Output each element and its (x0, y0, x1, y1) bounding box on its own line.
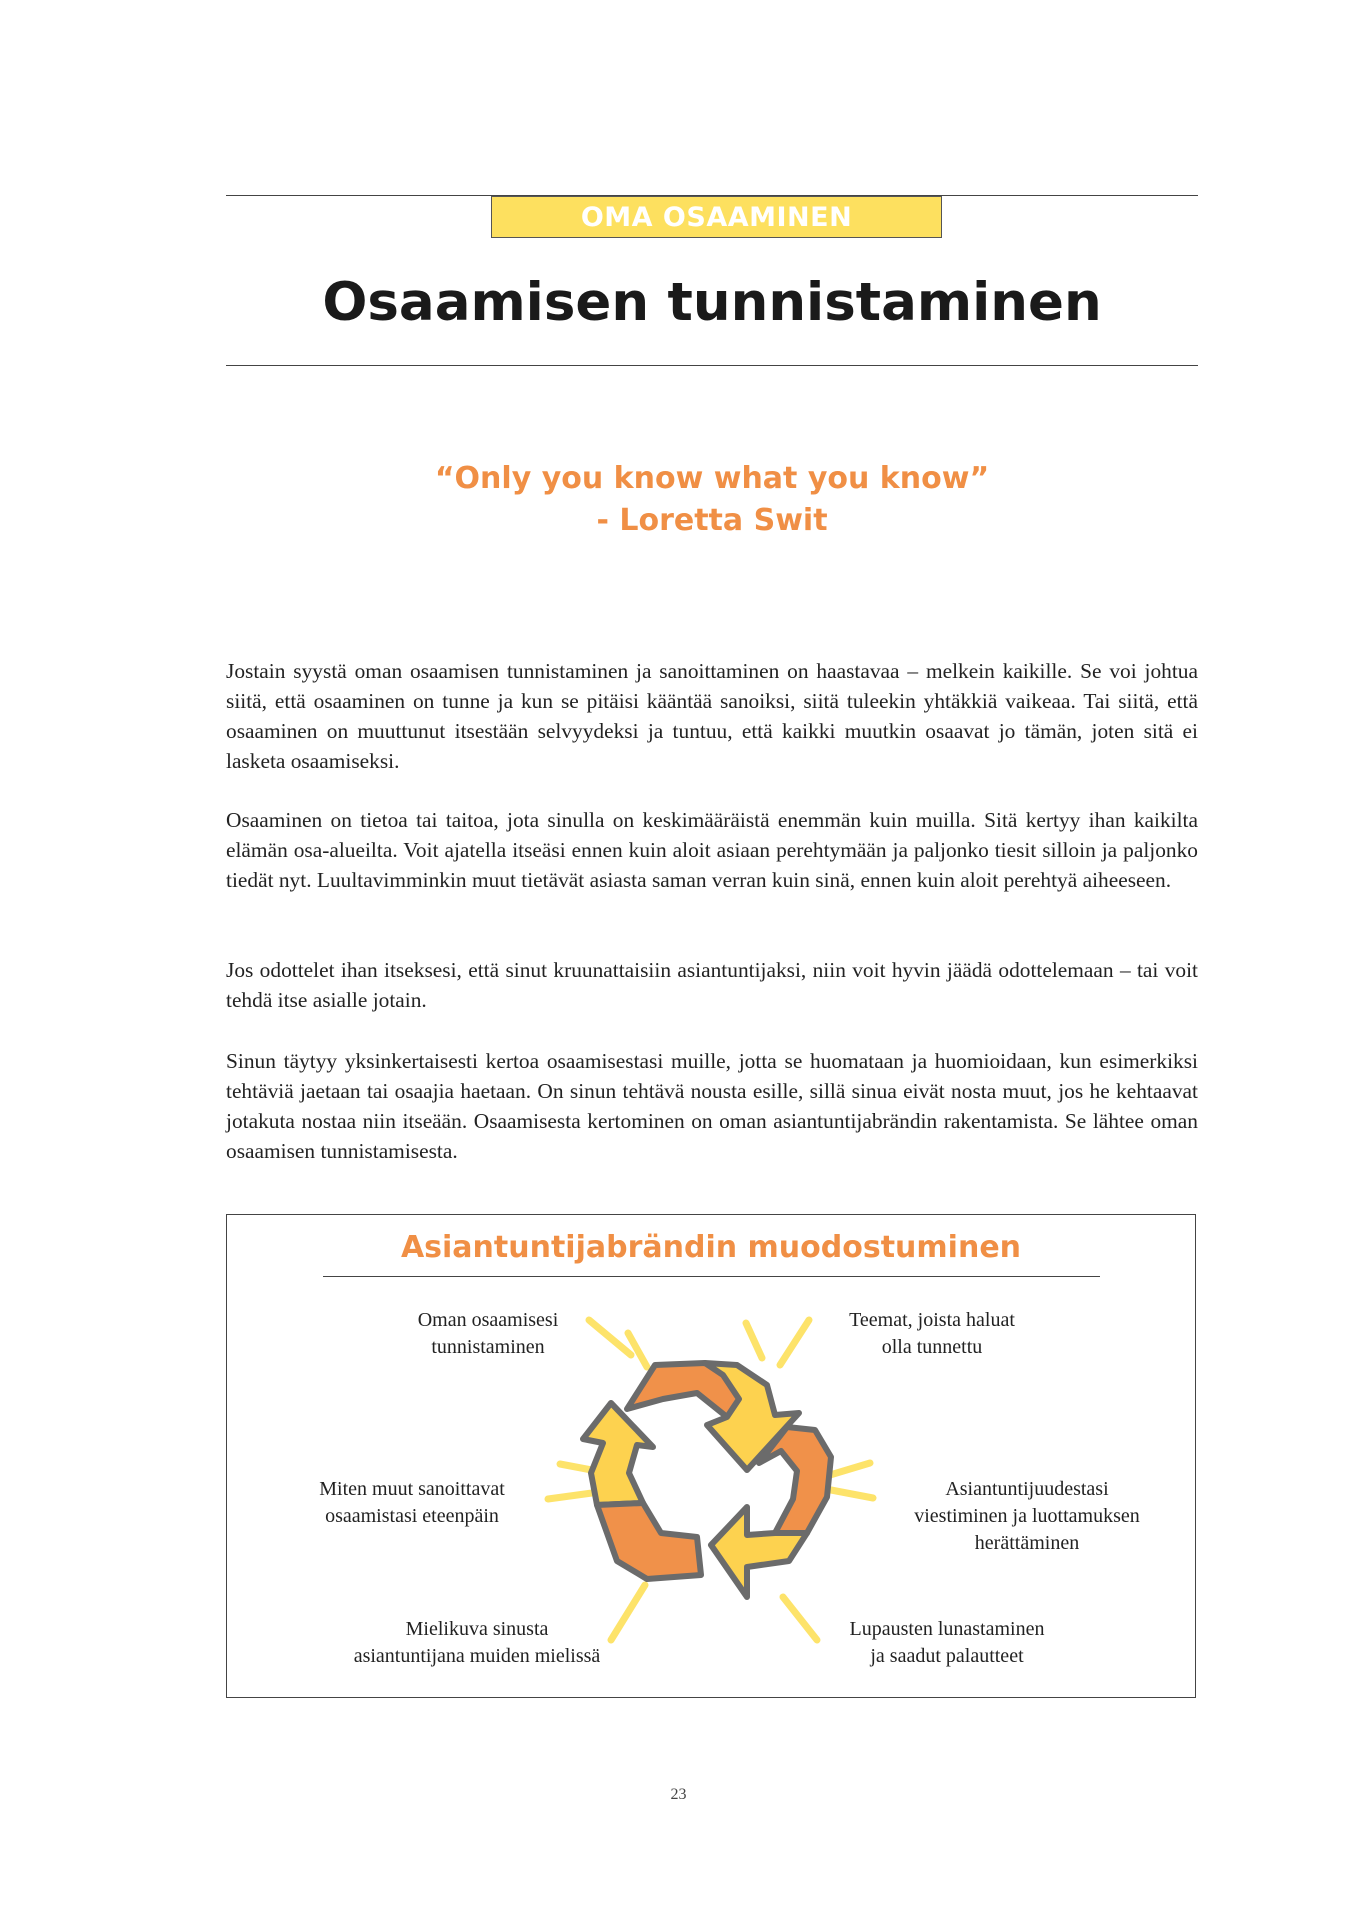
cycle-arrows (583, 1363, 831, 1597)
label-mid-left (287, 1476, 537, 1530)
arrow-left-yellow (583, 1403, 653, 1505)
page-title: Osaamisen tunnistaminen (322, 272, 1102, 333)
ray (589, 1320, 631, 1355)
label-line: ja saadut palautteet (870, 1645, 1024, 1667)
label-line: Oman osaamisesi (417, 1309, 559, 1331)
label-line: Mielikuva sinusta (405, 1618, 549, 1640)
section-tag: OMA OSAAMINEN (491, 196, 942, 238)
label-top-right (807, 1307, 1057, 1361)
ray (831, 1490, 873, 1498)
label-mid-right (887, 1476, 1167, 1557)
label-top-left (393, 1307, 583, 1361)
diagram-box (226, 1214, 1196, 1698)
label-line: viestiminen ja luottamuksen (914, 1505, 1140, 1527)
label-line: osaamistasi eteenpäin (325, 1505, 499, 1527)
label-line: tunnistaminen (431, 1336, 545, 1358)
label-line: asiantuntijana muiden mielissä (353, 1645, 601, 1667)
ray (548, 1493, 592, 1499)
label-bottom-left (317, 1616, 637, 1670)
header-bottom-rule (226, 365, 1198, 366)
quote-block (226, 458, 1198, 542)
paragraph-3: Jos odottelet ihan itseksesi, että sinut kruunattaisiin asiantuntijaksi, niin voit hyvin jäädä odottelemaan – tai voit tehdä itse asialle jotain. (226, 958, 1198, 1012)
label-line: olla tunnettu (881, 1336, 983, 1358)
label-line: Asiantuntijuudestasi (945, 1478, 1109, 1500)
ray (780, 1320, 809, 1365)
quote-author: - Loretta Swit (596, 503, 828, 538)
ray (628, 1333, 647, 1367)
ray (830, 1463, 870, 1475)
paragraph-1: Jostain syystä oman osaamisen tunnistaminen ja sanoittaminen on haastavaa – melkein kaikille. Se voi johtua siitä, että osaaminen on tunne ja kun se pitäisi kääntää sanoiksi, siitä tuleekin yhtäkkiä vaikeaa. Tai siitä, että osaaminen on muuttunut itsestään selvyydeksi ja tuntuu, että kaikki muutkin osaavat jo tämän, joten sitä ei lasketa osaamiseksi. (226, 659, 1198, 773)
label-line: Lupausten lunastaminen (849, 1618, 1045, 1640)
page-number: 23 (670, 1786, 687, 1803)
diagram-title: Asiantuntijabrändin muodostuminen (400, 1230, 1022, 1265)
label-line: Teemat, joista haluat (849, 1309, 1015, 1331)
paragraph-2: Osaaminen on tietoa tai taitoa, jota sinulla on keskimääräistä enemmän kuin muilla. Sitä kertyy ihan kaikilta elämän osa-alueilta. Voit ajatella itseäsi ennen kuin aloit asiaan perehtymään ja paljonko tiesit silloin ja paljonko tiedät nyt. Luultavimminkin muut tietävät asiasta saman verran kuin sinä, ennen kuin aloit perehtyä aiheeseen. (226, 808, 1198, 892)
quote-text: “Only you know what you know” (434, 461, 990, 496)
paragraph-4: Sinun täytyy yksinkertaisesti kertoa osaamisestasi muille, jotta se huomataan ja huomioidaan, kun esimerkiksi tehtäviä jaetaan tai osaajia haetaan. On sinun tehtävä nousta esille, sillä sinua eivät nosta muut, jos he kehtaavat jotakuta nostaa niin itseään. Osaamisesta kertominen on oman asiantuntijabrändin rakentamista. Se lähtee oman osaamisen tunnistamisesta. (226, 1049, 1198, 1163)
label-line: Miten muut sanoittavat (319, 1478, 505, 1500)
label-bottom-right (807, 1616, 1087, 1670)
ray (746, 1323, 762, 1358)
arrow-left-orange (597, 1503, 701, 1579)
label-line: herättäminen (974, 1532, 1080, 1554)
